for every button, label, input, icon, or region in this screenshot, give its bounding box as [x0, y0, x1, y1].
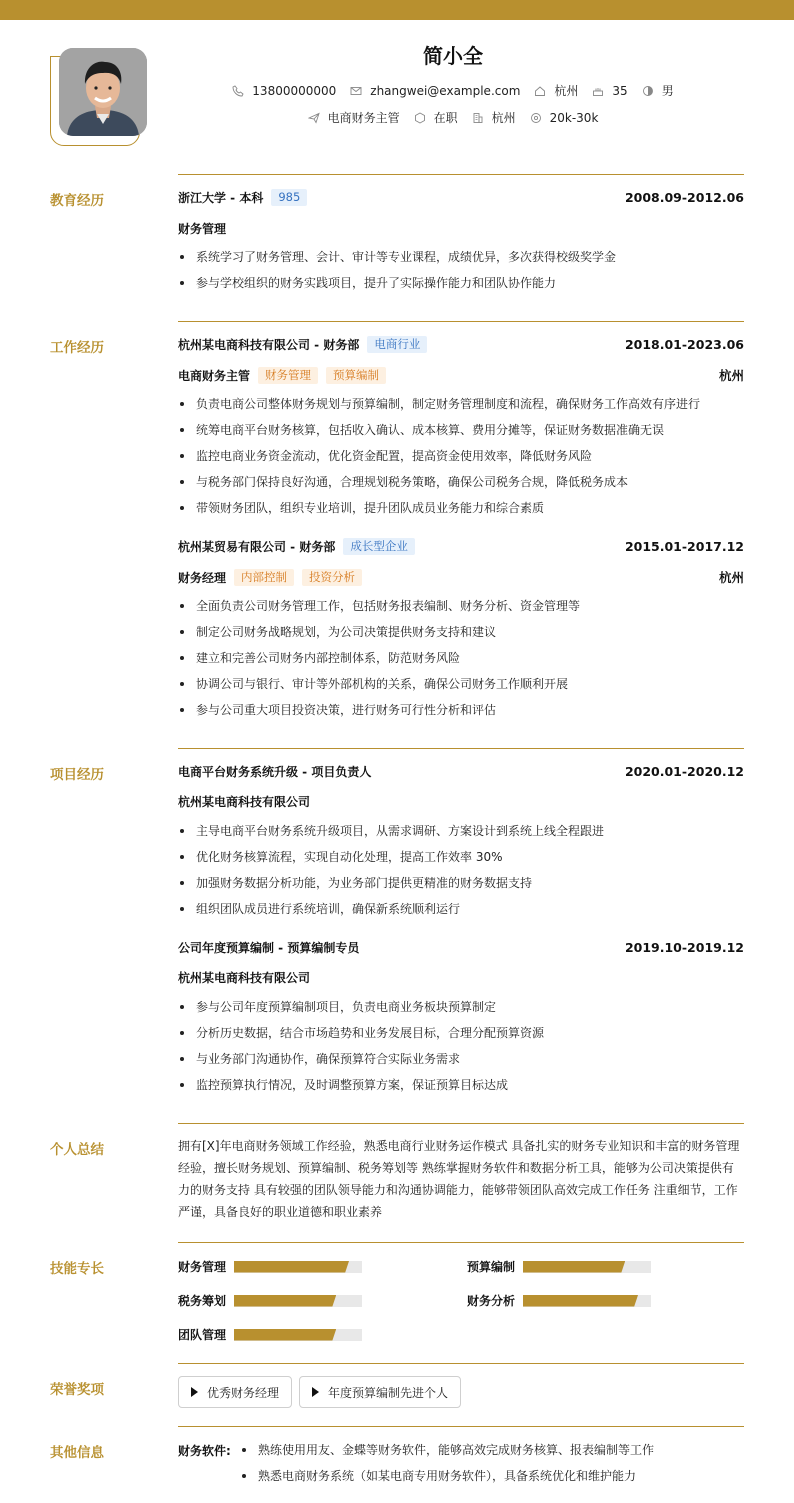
contact-row [0, 82, 794, 99]
skill-name: 预算编制 [467, 1260, 516, 1274]
other-bullets [236, 1442, 654, 1494]
skill-item [467, 1292, 651, 1309]
job-role: 电商财务主管 [178, 368, 251, 383]
job-intent-row [0, 109, 794, 126]
phone-text: 13800000000 [252, 83, 337, 98]
project-company-row [178, 793, 744, 810]
salary-text: 20k-30k [549, 110, 599, 125]
job-date: 2015.01-2017.12 [624, 539, 744, 554]
skill-item [178, 1292, 362, 1309]
mail-icon [350, 85, 362, 97]
project-date: 2020.01-2020.12 [624, 764, 744, 779]
city-info [534, 82, 578, 99]
age-info [592, 84, 627, 98]
job-role-row [178, 568, 744, 586]
award-chip[interactable] [178, 1376, 292, 1408]
job-bullets [178, 598, 744, 728]
industry-tag: 电商行业 [367, 336, 427, 353]
skill-bar-fill [523, 1261, 625, 1273]
skill-bar [234, 1295, 362, 1307]
summary-text: 拥有[X]年电商财务领域工作经验，熟悉电商行业财务运作模式 具备扎实的财务专业知识和丰富的财务管理经验，擅长财务规划、预算编制、税务筹划等 熟练掌握财务软件和数据分析工具，能够为公司决策提供有力的财务支持 具有较强的团队领导能力和沟通协调能力，能够带领团队高效完成工作任务 注重细节，工作严谨，具备良好的职业道德和职业素养 [178, 1139, 740, 1219]
salary-info [530, 111, 599, 125]
skill-bar-fill [234, 1329, 336, 1341]
skill-bar-fill [523, 1295, 638, 1307]
skill-item [178, 1258, 362, 1275]
section-title: 其他信息 [50, 1445, 104, 1461]
job-city: 杭州 [718, 368, 744, 383]
list-item: 监控预算执行情况，及时调整预算方案，保证预算目标达成 [178, 1077, 744, 1103]
project-company-row [178, 969, 744, 986]
skill-item [467, 1258, 651, 1275]
skill-tag: 投资分析 [302, 569, 362, 586]
school-tag: 985 [271, 189, 307, 206]
section-divider [178, 748, 744, 749]
job-city: 杭州 [718, 570, 744, 585]
age-text: 35 [612, 83, 628, 98]
target-city-text: 杭州 [491, 111, 516, 125]
project-name: 电商平台财务系统升级 - 项目负责人 [178, 765, 372, 779]
salary-icon [530, 112, 542, 124]
list-item: 与业务部门沟通协作，确保预算符合实际业务需求 [178, 1051, 744, 1077]
education-header-row [178, 189, 744, 206]
skill-tag: 预算编制 [326, 367, 386, 384]
project-company: 杭州某电商科技有限公司 [178, 971, 311, 985]
skill-name: 团队管理 [178, 1328, 227, 1342]
list-item: 建立和完善公司财务内部控制体系，防范财务风险 [178, 650, 744, 676]
position-info [308, 109, 400, 126]
list-item: 参与公司年度预算编制项目，负责电商业务板块预算制定 [178, 999, 744, 1025]
school-name: 浙江大学 - 本科 [178, 191, 264, 205]
company-name: 杭州某电商科技有限公司 - 财务部 [178, 338, 360, 352]
list-item: 组织团队成员进行系统培训，确保新系统顺利运行 [178, 901, 744, 927]
skill-name: 财务分析 [467, 1294, 516, 1308]
section-title: 技能专长 [50, 1261, 104, 1277]
status-icon [414, 112, 426, 124]
list-item: 制定公司财务战略规划，为公司决策提供财务支持和建议 [178, 624, 744, 650]
project-name: 公司年度预算编制 - 预算编制专员 [178, 941, 360, 955]
skill-bar-fill [234, 1295, 336, 1307]
position-text: 电商财务主管 [327, 111, 400, 125]
major-row [178, 220, 744, 237]
list-item: 熟悉电商财务系统（如某电商专用财务软件），具备系统优化和维护能力 [236, 1468, 654, 1494]
play-triangle-icon [191, 1387, 198, 1397]
gender-info [642, 82, 674, 99]
list-item: 全面负责公司财务管理工作，包括财务报表编制、财务分析、资金管理等 [178, 598, 744, 624]
award-label: 优秀财务经理 [207, 1385, 280, 1400]
job-role-row [178, 366, 744, 384]
job-header-row [178, 538, 744, 555]
skill-name: 财务管理 [178, 1260, 227, 1274]
skill-bar [234, 1329, 362, 1341]
education-date: 2008.09-2012.06 [624, 190, 744, 205]
building-icon [472, 112, 484, 124]
list-item: 参与公司重大项目投资决策，进行财务可行性分析和评估 [178, 702, 744, 728]
skill-bar-fill [234, 1261, 349, 1273]
project-company: 杭州某电商科技有限公司 [178, 795, 311, 809]
gender-text: 男 [661, 84, 674, 98]
skill-item [178, 1326, 362, 1343]
job-bullets [178, 396, 744, 526]
company-name: 杭州某贸易有限公司 - 财务部 [178, 540, 336, 554]
award-chip[interactable] [299, 1376, 461, 1408]
industry-tag: 成长型企业 [343, 538, 415, 555]
section-divider [178, 1123, 744, 1124]
skill-bar [523, 1295, 651, 1307]
award-label: 年度预算编制先进个人 [328, 1385, 449, 1400]
list-item: 带领财务团队，组织专业培训，提升团队成员业务能力和综合素质 [178, 500, 744, 526]
list-item: 分析历史数据，结合市场趋势和业务发展目标，合理分配预算资源 [178, 1025, 744, 1051]
phone-info [232, 84, 336, 98]
email-text: zhangwei@example.com [370, 83, 521, 98]
list-item: 参与学校组织的财务实践项目，提升了实际操作能力和团队协作能力 [178, 275, 744, 301]
section-divider [178, 1242, 744, 1243]
project-date: 2019.10-2019.12 [624, 940, 744, 955]
target-city-info [472, 109, 516, 126]
status-info [414, 109, 458, 126]
play-triangle-icon [312, 1387, 319, 1397]
skill-tag: 财务管理 [258, 367, 318, 384]
project-bullets [178, 823, 744, 927]
age-icon [592, 85, 604, 97]
email-info [350, 84, 520, 98]
skill-bar [523, 1261, 651, 1273]
list-item: 熟练使用用友、金蝶等财务软件，能够高效完成财务核算、报表编制等工作 [236, 1442, 654, 1468]
skill-tag: 内部控制 [234, 569, 294, 586]
list-item: 监控电商业务资金流动，优化资金配置，提高资金使用效率，降低财务风险 [178, 448, 744, 474]
list-item: 主导电商平台财务系统升级项目，从需求调研、方案设计到系统上线全程跟进 [178, 823, 744, 849]
section-title: 项目经历 [50, 767, 104, 783]
job-role: 财务经理 [178, 570, 227, 585]
phone-icon [232, 85, 244, 97]
list-item: 统筹电商平台财务核算，包括收入确认、成本核算、费用分摊等，保证财务数据准确无误 [178, 422, 744, 448]
top-accent-bar [0, 0, 794, 20]
home-icon [534, 85, 546, 97]
other-label: 财务软件: [178, 1444, 231, 1458]
skill-bar [234, 1261, 362, 1273]
skill-name: 税务筹划 [178, 1294, 227, 1308]
list-item: 系统学习了财务管理、会计、审计等专业课程，成绩优异，多次获得校级奖学金 [178, 249, 744, 275]
project-bullets [178, 999, 744, 1103]
list-item: 优化财务核算流程，实现自动化处理，提高工作效率 30% [178, 849, 744, 875]
list-item: 负责电商公司整体财务规划与预算编制，制定财务管理制度和流程，确保财务工作高效有序进行 [178, 396, 744, 422]
status-text: 在职 [433, 111, 458, 125]
city-text: 杭州 [554, 84, 579, 98]
project-header-row [178, 939, 744, 956]
major-name: 财务管理 [178, 222, 227, 236]
section-title: 荣誉奖项 [50, 1382, 104, 1398]
section-title: 个人总结 [50, 1142, 104, 1158]
gender-icon [642, 85, 654, 97]
section-divider [178, 1426, 744, 1427]
section-divider [178, 321, 744, 322]
list-item: 加强财务数据分析功能，为业务部门提供更精准的财务数据支持 [178, 875, 744, 901]
job-header-row [178, 336, 744, 353]
candidate-name: 简小全 [423, 44, 483, 68]
section-divider [178, 174, 744, 175]
project-header-row [178, 763, 744, 780]
section-title: 教育经历 [50, 193, 104, 209]
education-bullets [178, 249, 744, 301]
section-title: 工作经历 [50, 340, 104, 356]
job-date: 2018.01-2023.06 [624, 337, 744, 352]
list-item: 与税务部门保持良好沟通，合理规划税务策略，确保公司税务合规，降低税务成本 [178, 474, 744, 500]
section-divider [178, 1363, 744, 1364]
list-item: 协调公司与银行、审计等外部机构的关系，确保公司财务工作顺利开展 [178, 676, 744, 702]
plane-icon [308, 112, 320, 124]
